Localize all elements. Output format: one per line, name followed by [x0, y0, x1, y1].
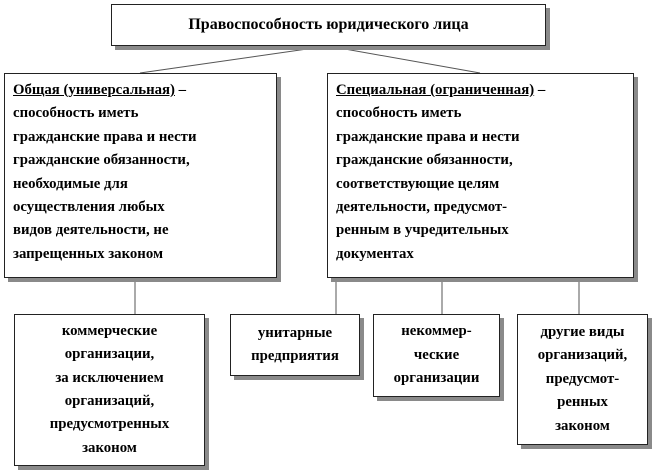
leaf-text-line: другие виды: [540, 323, 625, 340]
leaf-text-line: организации: [393, 370, 480, 387]
leaf-text-line: унитарные: [257, 324, 333, 341]
special-text-line: ренным в учредительных: [336, 222, 509, 239]
general-text-line: запрещенных законом: [13, 245, 164, 262]
leaf-text-line: за исключением: [55, 369, 164, 386]
leaf-text-line: законом: [82, 439, 137, 456]
leaf-text-line: ренных: [557, 394, 608, 411]
special-text-line: гражданские обязанности,: [336, 152, 513, 169]
noncommercial-organizations-box: [373, 314, 500, 397]
general-heading: Общая (универсальная): [13, 82, 175, 98]
leaf-text-line: предприятия: [251, 348, 339, 364]
special-text-line: гражданские права и нести: [336, 128, 520, 145]
diagram-title: Правоспособность юридического лица: [188, 16, 469, 33]
leaf-text-line: организаций,: [64, 393, 155, 409]
special-text-line: соответствующие целям: [336, 175, 500, 192]
special-text-line: способность иметь: [336, 105, 462, 122]
special-text-line: деятельности, предусмот-: [336, 199, 508, 216]
leaf-text-line: ческие: [413, 346, 460, 363]
commercial-organizations-box: [14, 314, 205, 466]
leaf-text-line: организаций,: [537, 347, 628, 364]
general-text-line: гражданские обязанности,: [13, 152, 190, 169]
leaf-text-line: организации,: [64, 346, 155, 363]
general-heading-line: [13, 79, 268, 102]
other-organizations-box: [517, 314, 648, 445]
general-text-line: осуществления любых: [13, 199, 165, 216]
special-text-line: документах: [336, 245, 414, 262]
connector-title-special: [328, 46, 480, 73]
general-text-line: способность иметь: [13, 105, 139, 122]
leaf-text-line: коммерческие: [61, 322, 158, 339]
general-heading-dash: –: [174, 82, 187, 98]
special-heading-dash: –: [534, 82, 546, 98]
general-text-line: видов деятельности, не: [13, 222, 169, 239]
connector-title-general: [140, 46, 328, 73]
general-text-line: необходимые для: [13, 175, 128, 192]
special-heading-line: [336, 79, 625, 102]
leaf-text-line: некоммер-: [401, 323, 472, 340]
diagram-title-box: [111, 4, 546, 46]
leaf-text-line: предусмот-: [545, 370, 620, 387]
general-text-line: гражданские права и нести: [13, 128, 197, 145]
general-capacity-box: [4, 73, 277, 278]
special-capacity-box: [327, 73, 634, 278]
special-heading: Специальная (ограниченная): [336, 82, 535, 98]
unitary-enterprises-box: [230, 314, 360, 376]
leaf-text-line: законом: [555, 417, 610, 434]
leaf-text-line: предусмотренных: [49, 416, 170, 433]
